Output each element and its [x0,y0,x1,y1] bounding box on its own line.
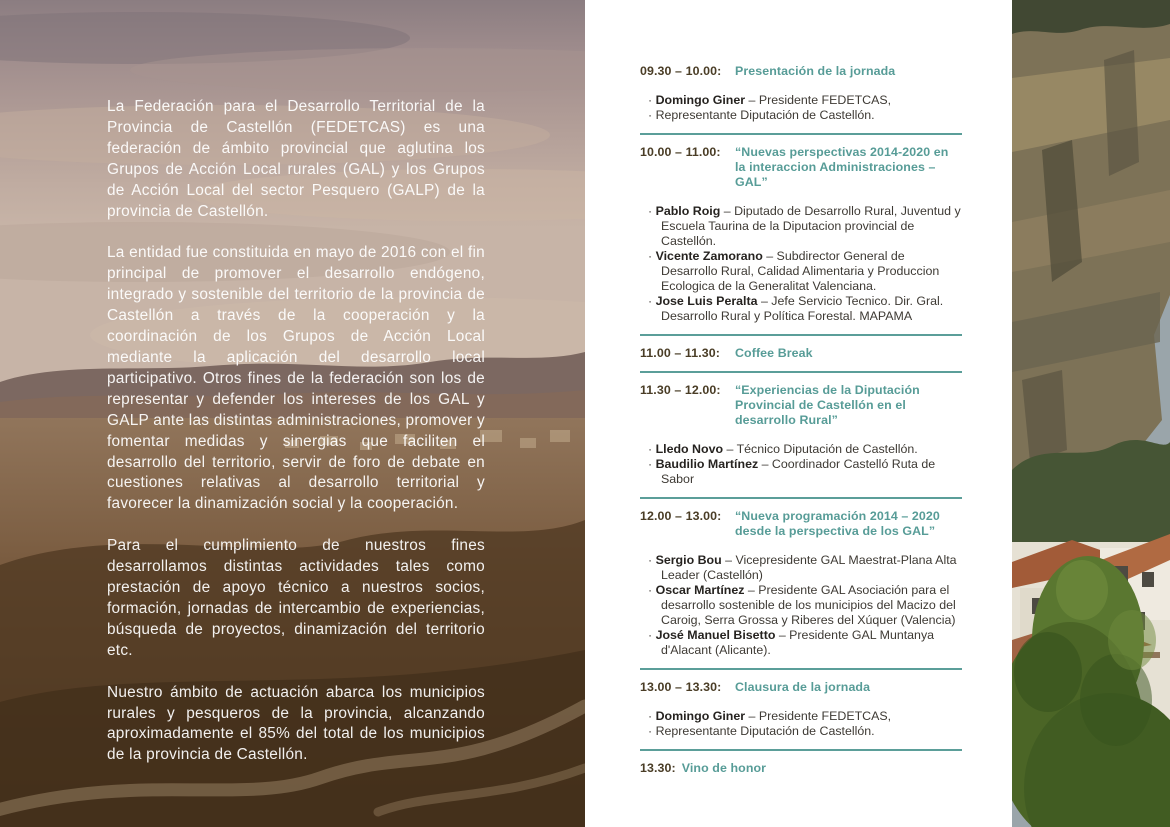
agenda-title: “Experiencias de la Diputación Provincial de Castellón en el desarrollo Rural” [735,383,920,427]
agenda-item [640,145,962,336]
agenda-title: Vino de honor [681,761,767,775]
cliff [1012,0,1170,502]
separator-line [640,133,962,135]
speaker-role: Representante Diputación de Castellón. [655,108,875,122]
agenda-item [640,383,962,499]
speaker-name: Domingo Giner [655,709,746,723]
speaker-list [640,442,962,487]
speaker-name: Vicente Zamorano [655,249,763,263]
agenda-item [640,761,962,776]
agenda-item [640,680,962,751]
bullet-dot: · [648,724,656,738]
separator-line [640,371,962,373]
agenda-time: 10.00 – 11.00: [640,145,721,159]
speaker-line [648,724,962,739]
separator-line [640,497,962,499]
bullet-dot: · [648,249,656,263]
speaker-name: Jose Luis Peralta [655,294,758,308]
agenda-time: 09.30 – 10.00: [640,64,722,78]
speaker-role: – Diputado de Desarrollo Rural, Juventud y Escuela Taurina de la Diputacion provincial de Castellón. [661,204,961,248]
agenda-title: Coffee Break [735,346,813,360]
speaker-line [648,457,962,487]
agenda-time: 13.00 – 13.30: [640,680,722,694]
bullet-dot: · [648,93,656,107]
agenda-title: “Nuevas perspectivas 2014-2020 en la interaccion Administraciones – GAL” [735,145,949,189]
intro-paragraph: Para el cumplimiento de nuestros fines desarrollamos distintas actividades tales como prestación de apoyo técnico a nuestros socios, formación, jornadas de intercambio de experiencias, búsqueda de proyectos, dinamización del territorio etc. [107,537,485,659]
speaker-list [640,93,962,123]
speaker-name: Pablo Roig [655,204,721,218]
agenda-time: 13.30: [640,761,676,775]
speaker-line [648,108,962,123]
intro-paragraph: Nuestro ámbito de actuación abarca los municipios rurales y pesqueros de la provincia, alcanzando aproximadamente el 85% del total de los municipios de la provincia de Castellón. [107,683,485,764]
speaker-role: – Vicepresidente GAL Maestrat-Plana Alta Leader (Castellón) [661,553,957,582]
speaker-line [648,442,962,457]
intro-paragraph: La Federación para el Desarrollo Territorial de la Provincia de Castellón (FEDETCAS) es una federación de ámbito provincial que aglutina los Grupos de Acción Local rurales (GAL) y los Grupos de Acción Local del sector Pesquero (GALP) de la provincia de Castellón. [107,98,485,220]
speaker-line [648,249,962,294]
bullet-dot: · [648,583,656,597]
separator-line [640,668,962,670]
speaker-name: Baudilio Martínez [655,457,759,471]
speaker-line [648,583,962,628]
agenda-item [640,346,962,373]
agenda-panel [585,0,1012,827]
bullet-dot: · [648,628,656,642]
speaker-list [640,204,962,324]
agenda [640,64,962,776]
agenda-title: “Nueva programación 2014 – 2020 desde la perspectiva de los GAL” [735,509,940,538]
speaker-name: Sergio Bou [655,553,722,567]
bullet-dot: · [648,553,656,567]
agenda-time: 12.00 – 13.00: [640,509,722,523]
bullet-dot: · [648,108,656,122]
intro-paragraph: La entidad fue constituida en mayo de 2016 con el fin principal de promover el desarrollo endógeno, integrado y sostenible del territorio de la provincia de Castellón a través de la cooperación y la coordinación de los Grupos de Acción Local mediante la aplicación del desarrollo local participativo. Otros fines de la federación son los de representar y defender los intereses de los GAL y GALP ante las distintas administraciones, promover y fomentar medidas y sinergias que faciliten el desarrollo del territorio, servir de foro de debate en cuestiones relativas al desarrollo territorial y favorecer la dinamización social y la cooperación. [107,244,485,513]
bullet-dot: · [648,204,656,218]
speaker-name: José Manuel Bisetto [655,628,776,642]
speaker-role: – Presidente GAL Asociación para el desarrollo sostenible de los municipios del Macizo del Caroig, Serra Grossa y Riberes del Xúquer (Valencia) [661,583,956,627]
agenda-title: Presentación de la jornada [735,64,896,78]
agenda-time: 11.00 – 11.30: [640,346,720,360]
speaker-list [640,553,962,658]
speaker-name: Lledo Novo [655,442,724,456]
speaker-line [648,628,962,658]
bullet-dot: · [648,709,656,723]
agenda-item [640,509,962,670]
bullet-dot: · [648,294,656,308]
speaker-name: Oscar Martínez [655,583,745,597]
agenda-title: Clausura de la jornada [735,680,871,694]
speaker-line [648,709,962,724]
speaker-role: – Presidente FEDETCAS, [745,93,892,107]
speaker-role: – Presidente GAL Muntanya d'Alacant (Alicante). [661,628,935,657]
right-photo-strip [1012,0,1170,827]
speaker-role: – Presidente FEDETCAS, [745,709,892,723]
speaker-role: – Subdirector General de Desarrollo Rural, Calidad Alimentaria y Produccion Ecologica de la Generalitat Valenciana. [661,249,940,293]
speaker-list [640,709,962,739]
speaker-role: Representante Diputación de Castellón. [655,724,875,738]
intro-text-block [107,97,485,787]
bullet-dot: · [648,457,656,471]
separator-line [640,334,962,336]
speaker-line [648,294,962,324]
agenda-item [640,64,962,135]
speaker-line [648,553,962,583]
cliff-village-photo [1012,0,1170,827]
bullet-dot: · [648,442,656,456]
speaker-name: Domingo Giner [655,93,746,107]
agenda-time: 11.30 – 12.00: [640,383,721,397]
speaker-role: – Técnico Diputación de Castellón. [723,442,918,456]
speaker-role: – Coordinador Castelló Ruta de Sabor [661,457,936,486]
speaker-role: – Jefe Servicio Tecnico. Dir. Gral. Desarrollo Rural y Política Forestal. MAPAMA [661,294,944,323]
speaker-line [648,204,962,249]
separator-line [640,749,962,751]
speaker-line [648,93,962,108]
